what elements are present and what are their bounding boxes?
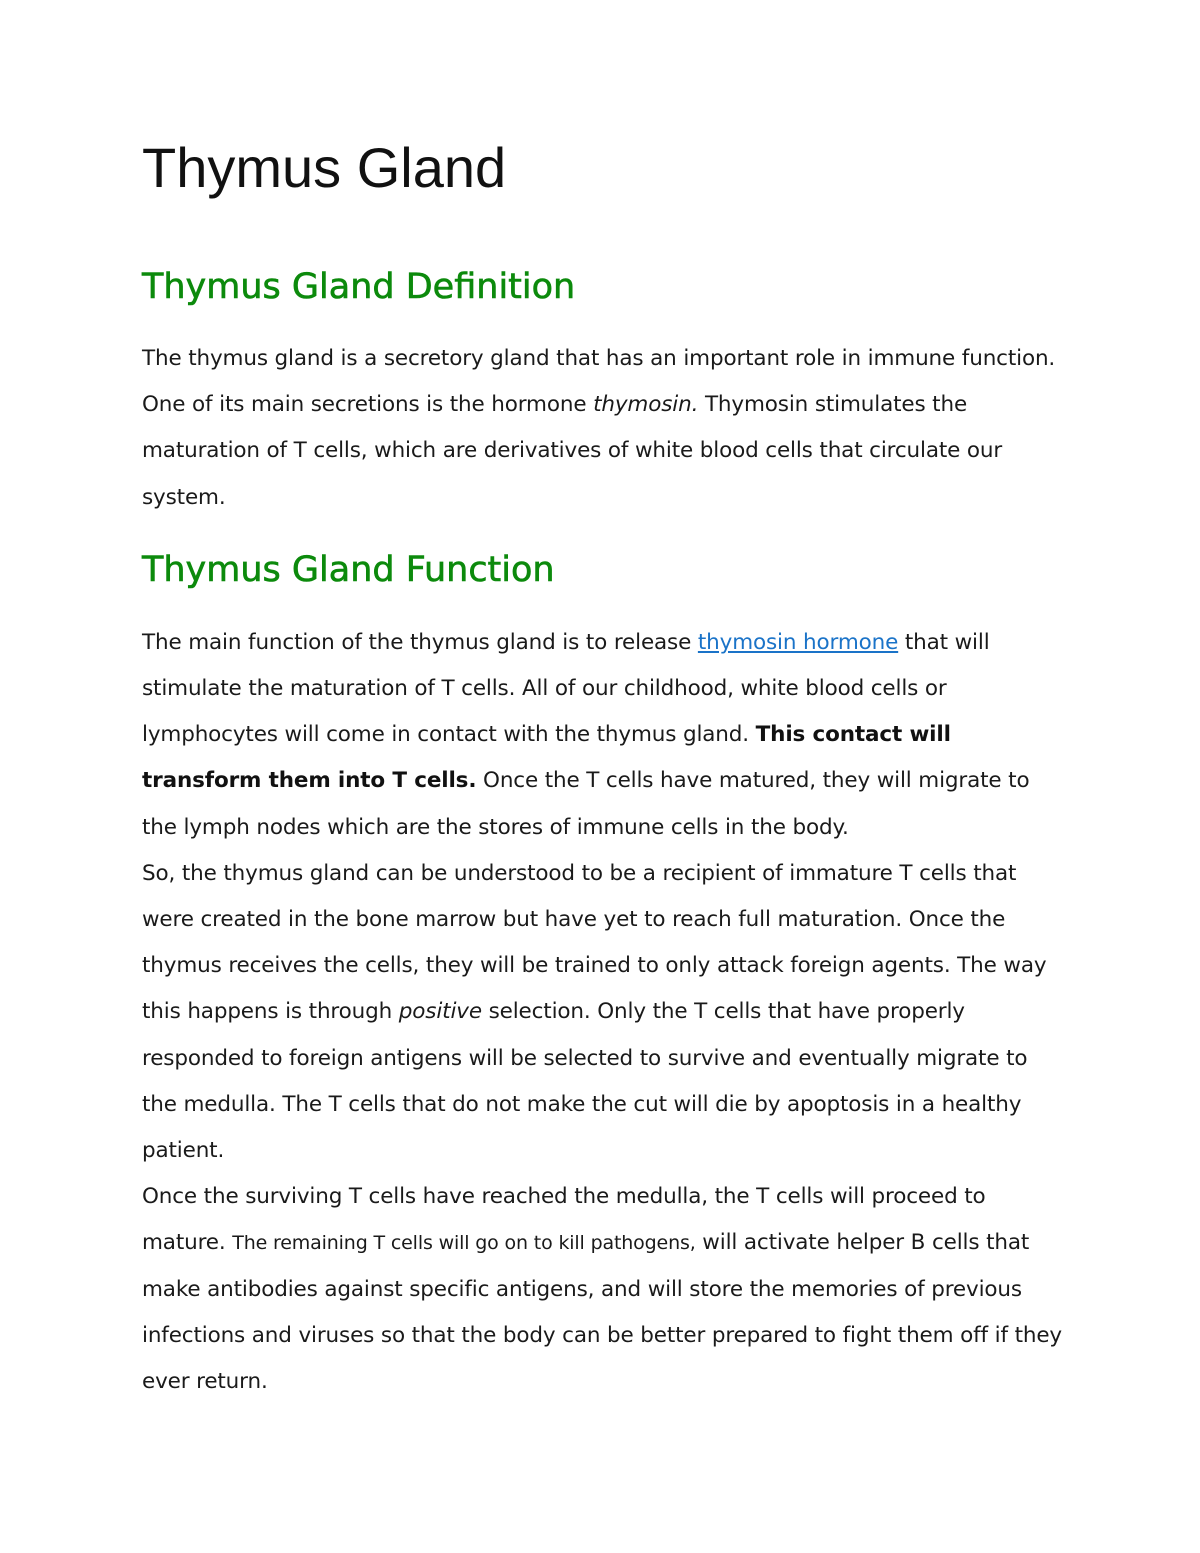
function-p3-text-1: Once the surviving T cells have reached the medulla, the T cells will proceed to mature.: [142, 1184, 986, 1256]
definition-text-1: The thymus gland is a secretory gland that has an important role in immune function. One of its main secretions is the hormone: [142, 346, 1056, 418]
document-title: Thymus Gland: [142, 136, 507, 199]
function-paragraph-1: [142, 620, 1062, 851]
function-p2-text-2: selection. Only the T cells that have properly responded to foreign antigens will be selected to survive and eventually migrate to the medulla. The T cells that do not make the cut will die by apoptosis in a healthy patient.: [142, 999, 1028, 1164]
function-heading: Thymus Gland Function: [142, 549, 555, 590]
definition-text-2: Thymosin stimulates the maturation of T cells, which are derivatives of white blood cells that circulate our system.: [142, 392, 1003, 510]
thymosin-hormone-link[interactable]: thymosin hormone: [697, 629, 899, 655]
function-text-1: The main function of the thymus gland is to release: [142, 629, 698, 655]
function-text-2: that will stimulate the maturation of T cells. All of our childhood, white blood cells or lymphocytes will come in contact with the thymus gland.: [142, 629, 990, 748]
function-p3-small-run: The remaining T cells will go on to kill pathogens,: [232, 1232, 696, 1255]
definition-heading: Thymus Gland Definition: [142, 267, 576, 307]
function-paragraph-2: [142, 851, 1062, 1174]
function-paragraph-3: [142, 1174, 1062, 1405]
function-p2-text-1: So, the thymus gland can be understood to be a recipient of immature T cells that were created in the bone marrow but have yet to reach full maturation. Once the thymus receives the cells, they will be trained to only attack foreign agents. The way this happens is through: [142, 860, 1047, 1025]
function-p2-italic-positive: positive: [398, 999, 482, 1025]
function-bold-statement: This contact will transform them into T cells.: [142, 722, 951, 794]
document-content: [142, 136, 1062, 1405]
function-text-3: Once the T cells have matured, they will migrate to the lymph nodes which are the stores of immune cells in the body.: [142, 768, 1030, 840]
definition-italic-thymosin: thymosin.: [593, 392, 699, 418]
definition-paragraph: [142, 336, 1062, 521]
function-p3-text-2: will activate helper B cells that make antibodies against specific antigens, and will store the memories of previous infections and viruses so that the body can be better prepared to fight them off if they ever return.: [142, 1230, 1062, 1395]
